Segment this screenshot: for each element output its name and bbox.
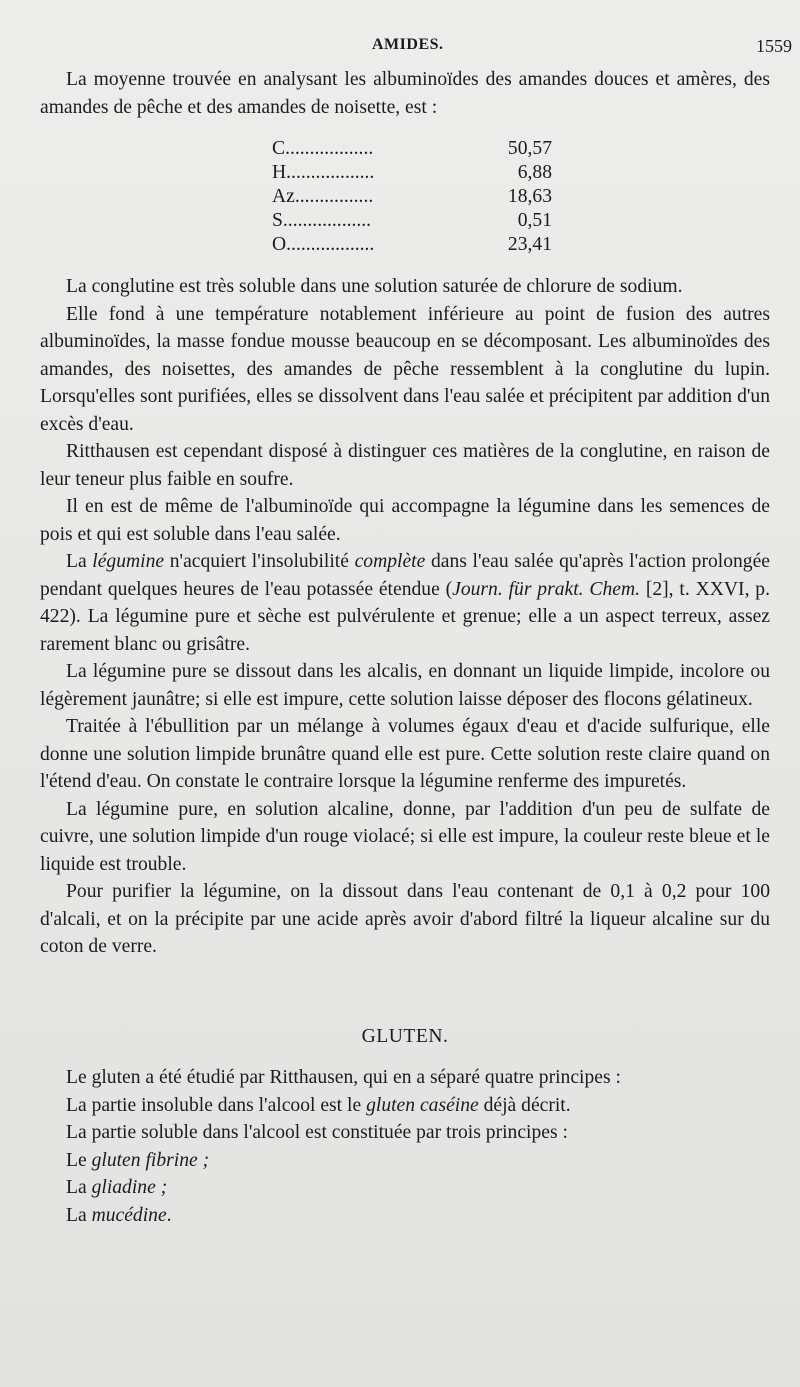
paragraph-purification: Pour purifier la légumine, on la dissout dans l'eau contenant de 0,1 à 0,2 pour 100 d'alcali, et on la précipite par une acide après avoir d'abord filtré la liqueur alcaline sur du coton de verre. (40, 881, 770, 957)
leader-dots: .................. (285, 138, 374, 159)
element-value: 0,51 (517, 210, 552, 231)
composition-row (272, 137, 552, 161)
term-legumine: légumine (92, 551, 165, 572)
leader-dots: .................. (286, 162, 375, 183)
page-header (0, 36, 800, 60)
paragraph-ritthausen: Ritthausen est cependant disposé à distinguer ces matières de la conglutine, en raison de leur teneur plus faible en soufre. (40, 441, 770, 490)
paragraph-ebullition: Traitée à l'ébullition par un mélange à volumes égaux d'eau et d'acide sulfurique, elle donne une solution limpide brunâtre quand elle est pure. Cette solution reste claire quand on l'étend d'eau. On constate le contraire lorsque la légumine renferme des impuretés. (40, 716, 770, 792)
element-value: 6,88 (517, 162, 552, 183)
composition-row (272, 233, 552, 257)
element-value: 23,41 (507, 234, 552, 255)
composition-table (272, 137, 552, 257)
composition-row (272, 185, 552, 209)
paragraph-alcalis: La légumine pure se dissout dans les alcalis, en donnant un liquide limpide, incolore ou légèrement jaunâtre; si elle est impure, cette solution laisse déposer des flocons gélatineux. (40, 661, 770, 710)
term-gliadine: gliadine (91, 1177, 156, 1198)
list-item: La mucédine. (66, 1204, 172, 1226)
list-item: Le gluten fibrine ; (66, 1149, 210, 1171)
leader-dots: .................. (282, 210, 372, 231)
leader-dots: ................ (294, 186, 374, 207)
element-value: 50,57 (507, 138, 552, 159)
leader-dots: .................. (286, 234, 375, 255)
journal-citation: Journ. für prakt. Chem. (452, 578, 640, 600)
element-value: 18,63 (507, 186, 552, 207)
element-symbol: H (272, 162, 287, 183)
page-body (40, 66, 770, 1229)
running-title: AMIDES. (372, 36, 444, 53)
section-title-gluten: GLUTEN. (361, 1025, 449, 1047)
intro-paragraph: La moyenne trouvée en analysant les albuminoïdes des amandes douces et amères, des amandes de pêche et des amandes de noisette, est : (40, 69, 770, 118)
term-mucedine: mucédine (91, 1204, 167, 1226)
paragraph-sulfate-cuivre: La légumine pure, en solution alcaline, donne, par l'addition d'un peu de sulfate de cuivre, une solution limpide d'un rouge violacé; si elle est impure, la couleur reste bleue et le liquide est trouble. (40, 798, 770, 875)
term-complete: complète (354, 551, 426, 572)
paragraph-fusion: Elle fond à une température notablement inférieure au point de fusion des autres albuminoïdes, la masse fondue mousse beaucoup en se décomposant. Les albuminoïdes des amandes, des noisettes, des amandes de pêche ressemblent à la conglutine du lupin. Lorsqu'elles sont purifiées, elles se dissolvent dans l'eau salée et précipitent par addition d'un excès d'eau. (40, 303, 770, 435)
paragraph-gluten-insoluble: La partie insoluble dans l'alcool est le gluten caséine déjà décrit. (66, 1094, 571, 1116)
paragraph-conglutine-solubility: La conglutine est très soluble dans une solution saturée de chlorure de sodium. (66, 276, 683, 297)
term-gluten-caseine: gluten caséine (366, 1094, 479, 1116)
paragraph-gluten-intro: Le gluten a été étudié par Ritthausen, qui en a séparé quatre principes : (66, 1067, 621, 1088)
page-number: 1559 (756, 36, 792, 56)
paragraph-gluten-soluble: La partie soluble dans l'alcool est constituée par trois principes : (66, 1122, 568, 1143)
principles-list (40, 1147, 770, 1230)
element-symbol: S (272, 210, 283, 231)
paragraph-pois: Il en est de même de l'albuminoïde qui accompagne la légumine dans les semences de pois et qui est soluble dans l'eau salée. (40, 496, 770, 545)
list-item: La gliadine ; (66, 1177, 168, 1198)
element-symbol: Az (272, 186, 295, 207)
element-symbol: C (272, 138, 286, 159)
paragraph-legumine-insolubility: La légumine n'acquiert l'insolubilité complète dans l'eau salée qu'après l'action prolongée pendant quelques heures de l'eau potassée étendue (Journ. für prakt. Chem. [2], t. XXVI, p. 422). La légumine pure et sèche est pulvérulente et grenue; elle a un aspect terreux, assez rarement blanc ou grisâtre. (40, 551, 770, 655)
composition-row (272, 161, 552, 185)
term-gluten-fibrine: gluten fibrine (91, 1149, 198, 1171)
composition-row (272, 209, 552, 233)
element-symbol: O (272, 234, 287, 255)
